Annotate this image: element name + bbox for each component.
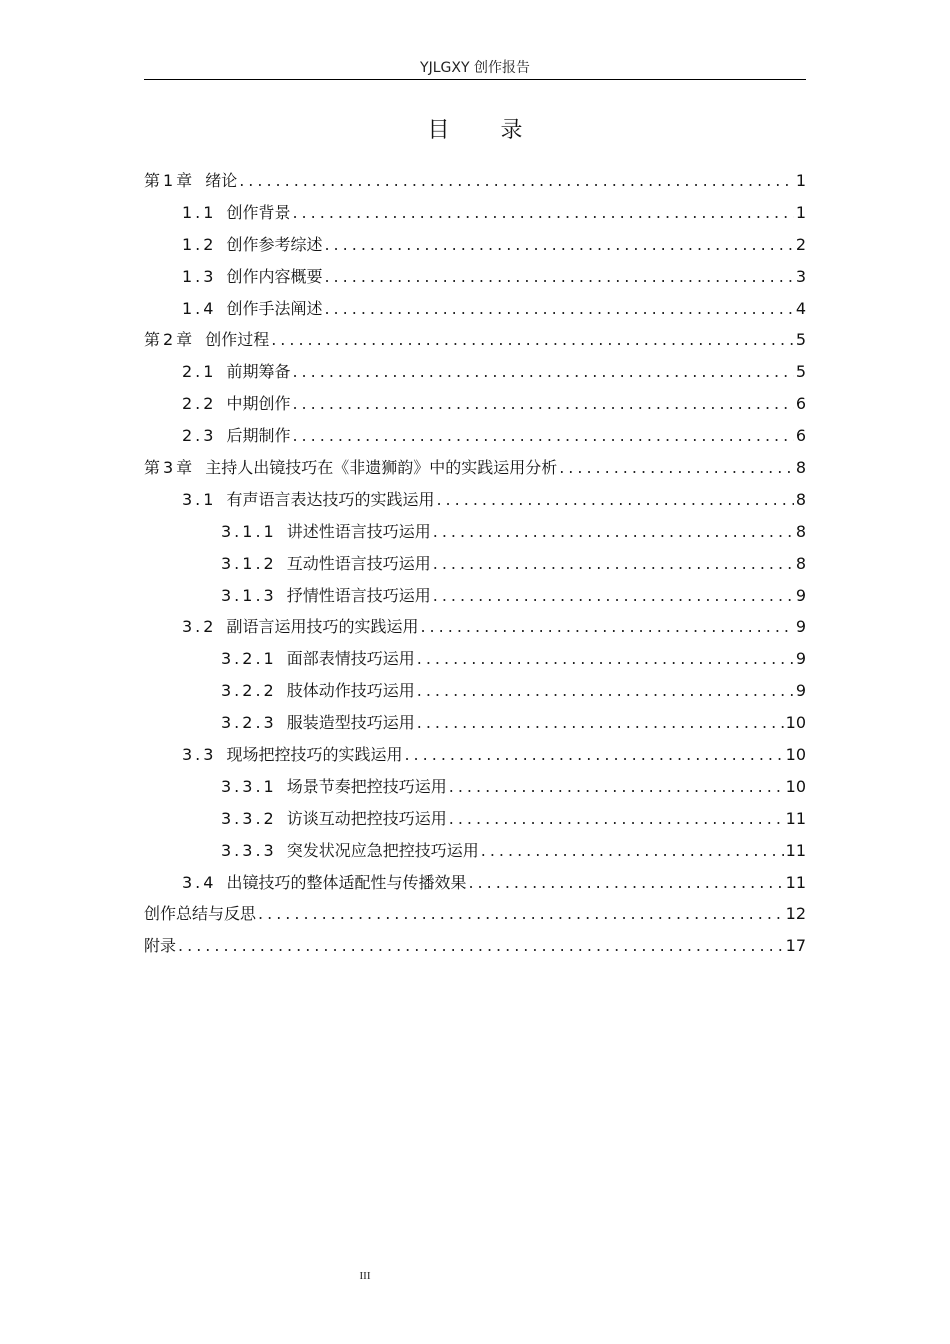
toc-dot-leader bbox=[322, 261, 793, 293]
toc-dot-leader bbox=[176, 930, 784, 962]
toc-entry-heading bbox=[182, 388, 290, 420]
toc-dot-leader bbox=[431, 548, 794, 580]
toc-entry-page-number: 17 bbox=[785, 936, 806, 956]
toc-entry-number: 1.2 bbox=[182, 234, 217, 254]
toc-entry-page-number: 10 bbox=[785, 745, 806, 765]
toc-entry[interactable] bbox=[144, 611, 806, 643]
toc-entry-heading bbox=[182, 611, 418, 643]
toc-entry-heading bbox=[182, 229, 322, 261]
toc-entry-heading bbox=[221, 548, 431, 580]
toc-entry[interactable] bbox=[144, 771, 806, 803]
toc-dot-leader bbox=[415, 643, 794, 675]
toc-entry[interactable] bbox=[144, 165, 806, 197]
toc-entry-page-number: 11 bbox=[785, 808, 806, 828]
toc-entry-page-number: 6 bbox=[795, 394, 806, 414]
toc-entry-label: 访谈互动把控技巧运用 bbox=[286, 808, 447, 828]
toc-entry[interactable] bbox=[144, 420, 806, 452]
toc-dot-leader bbox=[322, 293, 793, 325]
toc-entry-label: 后期制作 bbox=[226, 426, 291, 446]
toc-entry-number: 3.1.3 bbox=[221, 585, 277, 605]
toc-entry-page-number: 9 bbox=[795, 585, 806, 605]
toc-entry[interactable] bbox=[144, 484, 806, 516]
toc-entry-page-number: 2 bbox=[795, 234, 806, 254]
toc-entry-label: 服装造型技巧运用 bbox=[286, 713, 415, 733]
toc-entry-label: 出镜技巧的整体适配性与传播效果 bbox=[226, 872, 467, 892]
toc-entry-heading bbox=[182, 197, 290, 229]
toc-entry[interactable] bbox=[144, 388, 806, 420]
toc-entry-page-number: 8 bbox=[795, 489, 806, 509]
toc-entry-number: 2.1 bbox=[182, 362, 217, 382]
toc-entry-heading bbox=[221, 580, 431, 612]
toc-dot-leader bbox=[290, 356, 793, 388]
toc-entry[interactable] bbox=[144, 643, 806, 675]
toc-entry-page-number: 8 bbox=[795, 458, 806, 478]
toc-entry-heading bbox=[221, 643, 415, 675]
toc-entry-number: 3.2.2 bbox=[221, 681, 277, 701]
toc-entry-number: 3.1.1 bbox=[221, 521, 277, 541]
toc-entry-page-number: 8 bbox=[795, 553, 806, 573]
toc-entry[interactable] bbox=[144, 930, 806, 962]
toc-dot-leader bbox=[322, 229, 793, 261]
toc-dot-leader bbox=[415, 675, 794, 707]
toc-entry-heading bbox=[182, 484, 434, 516]
toc-dot-leader bbox=[479, 835, 784, 867]
toc-entry-heading bbox=[221, 675, 415, 707]
toc-entry-number: 第2章 bbox=[144, 330, 196, 350]
toc-entry-page-number: 1 bbox=[795, 171, 806, 190]
toc-entry-label: 互动性语言技巧运用 bbox=[286, 553, 431, 573]
toc-entry-page-number: 11 bbox=[785, 872, 806, 892]
toc-entry-label: 突发状况应急把控技巧运用 bbox=[286, 840, 479, 860]
toc-entry-label: 绪论 bbox=[205, 171, 238, 190]
toc-entry-number: 3.4 bbox=[182, 872, 217, 892]
toc-entry-heading bbox=[182, 261, 322, 293]
toc-entry[interactable] bbox=[144, 803, 806, 835]
toc-entry-label: 创作总结与反思 bbox=[144, 904, 257, 924]
toc-entry-label: 主持人出镜技巧在《非遗狮韵》中的实践运用分析 bbox=[205, 458, 558, 478]
header-rule bbox=[144, 79, 806, 80]
toc-entry-label: 有声语言表达技巧的实践运用 bbox=[226, 489, 435, 509]
toc-dot-leader bbox=[290, 420, 793, 452]
toc-entry-number: 1.3 bbox=[182, 266, 217, 286]
toc-title: 目 录 bbox=[427, 118, 545, 143]
toc-dot-leader bbox=[237, 165, 794, 197]
toc-entry-label: 中期创作 bbox=[226, 394, 291, 414]
toc-dot-leader bbox=[290, 197, 793, 229]
toc-dot-leader bbox=[431, 516, 794, 548]
toc-entry-number: 2.2 bbox=[182, 394, 217, 414]
toc-entry[interactable] bbox=[144, 898, 806, 930]
toc-entry[interactable] bbox=[144, 835, 806, 867]
toc-entry-number: 第1章 bbox=[144, 171, 196, 190]
toc-entry-page-number: 11 bbox=[785, 840, 806, 860]
toc-dot-leader bbox=[466, 867, 783, 899]
toc-entry-number: 3.1 bbox=[182, 489, 217, 509]
toc-entry-heading bbox=[182, 420, 290, 452]
toc-entry-page-number: 5 bbox=[795, 330, 806, 350]
toc-entry-number: 3.2 bbox=[182, 617, 217, 637]
toc-dot-leader bbox=[290, 388, 793, 420]
toc-entry-label: 创作过程 bbox=[205, 330, 270, 350]
toc-entry-number: 2.3 bbox=[182, 426, 217, 446]
toc-entry-number: 1.4 bbox=[182, 298, 217, 318]
table-of-contents bbox=[144, 165, 806, 962]
toc-entry-number: 3.3.2 bbox=[221, 808, 277, 828]
toc-entry[interactable] bbox=[144, 324, 806, 356]
toc-entry[interactable] bbox=[144, 516, 806, 548]
toc-entry-number: 1.1 bbox=[182, 202, 217, 222]
toc-entry-number: 3.3.3 bbox=[221, 840, 277, 860]
toc-entry-heading bbox=[221, 771, 447, 803]
toc-dot-leader bbox=[402, 739, 783, 771]
toc-entry-label: 肢体动作技巧运用 bbox=[286, 681, 415, 701]
toc-entry-label: 附录 bbox=[144, 936, 177, 956]
toc-entry-number: 3.3.1 bbox=[221, 776, 277, 796]
toc-entry-label: 抒情性语言技巧运用 bbox=[286, 585, 431, 605]
toc-entry-heading bbox=[221, 707, 415, 739]
toc-dot-leader bbox=[269, 324, 794, 356]
toc-entry-page-number: 12 bbox=[785, 904, 806, 924]
page-header-title: YJLGXY 创作报告 bbox=[420, 60, 530, 76]
toc-entry[interactable] bbox=[144, 452, 806, 484]
toc-entry[interactable] bbox=[144, 197, 806, 229]
toc-entry-heading bbox=[182, 293, 322, 325]
toc-dot-leader bbox=[431, 580, 794, 612]
toc-entry-label: 面部表情技巧运用 bbox=[286, 649, 415, 669]
toc-entry-heading bbox=[144, 930, 176, 962]
toc-entry-label: 讲述性语言技巧运用 bbox=[286, 521, 431, 541]
toc-dot-leader bbox=[447, 771, 784, 803]
toc-entry-page-number: 4 bbox=[795, 298, 806, 318]
toc-entry-heading bbox=[182, 867, 466, 899]
toc-entry-page-number: 6 bbox=[795, 426, 806, 446]
toc-entry-label: 副语言运用技巧的实践运用 bbox=[226, 617, 419, 637]
toc-entry-heading bbox=[144, 324, 269, 356]
toc-entry[interactable] bbox=[144, 707, 806, 739]
toc-entry-page-number: 3 bbox=[795, 266, 806, 286]
toc-entry-page-number: 10 bbox=[785, 713, 806, 733]
toc-dot-leader bbox=[434, 484, 793, 516]
toc-entry-heading bbox=[221, 516, 431, 548]
toc-entry-number: 3.2.1 bbox=[221, 649, 277, 669]
toc-entry-page-number: 5 bbox=[795, 362, 806, 382]
toc-entry-heading bbox=[221, 835, 479, 867]
toc-entry[interactable] bbox=[144, 675, 806, 707]
toc-dot-leader bbox=[256, 898, 784, 930]
toc-entry[interactable] bbox=[144, 867, 806, 899]
page-number: III bbox=[359, 1270, 371, 1282]
toc-entry[interactable] bbox=[144, 739, 806, 771]
toc-entry-heading bbox=[182, 356, 290, 388]
toc-entry-number: 3.3 bbox=[182, 745, 217, 765]
toc-entry-heading bbox=[144, 898, 256, 930]
toc-entry-label: 创作手法阐述 bbox=[226, 298, 323, 318]
toc-entry-page-number: 9 bbox=[795, 681, 806, 701]
toc-entry[interactable] bbox=[144, 261, 806, 293]
toc-dot-leader bbox=[418, 611, 793, 643]
toc-entry-label: 创作参考综述 bbox=[226, 234, 323, 254]
toc-entry[interactable] bbox=[144, 293, 806, 325]
toc-entry-number: 3.1.2 bbox=[221, 553, 277, 573]
toc-entry-page-number: 8 bbox=[795, 521, 806, 541]
toc-entry-heading bbox=[221, 803, 447, 835]
toc-entry-page-number: 9 bbox=[795, 649, 806, 669]
toc-entry-label: 前期筹备 bbox=[226, 362, 291, 382]
toc-entry[interactable] bbox=[144, 580, 806, 612]
toc-entry-heading bbox=[182, 739, 402, 771]
toc-dot-leader bbox=[447, 803, 784, 835]
toc-entry[interactable] bbox=[144, 356, 806, 388]
toc-dot-leader bbox=[557, 452, 794, 484]
toc-entry-page-number: 1 bbox=[795, 202, 806, 222]
toc-dot-leader bbox=[415, 707, 784, 739]
toc-entry-number: 3.2.3 bbox=[221, 713, 277, 733]
toc-entry-page-number: 9 bbox=[795, 617, 806, 637]
toc-entry-label: 创作背景 bbox=[226, 202, 291, 222]
toc-entry[interactable] bbox=[144, 548, 806, 580]
toc-entry-label: 创作内容概要 bbox=[226, 266, 323, 286]
toc-entry-number: 第3章 bbox=[144, 458, 196, 478]
toc-entry-label: 场景节奏把控技巧运用 bbox=[286, 776, 447, 796]
toc-entry-page-number: 10 bbox=[785, 776, 806, 796]
toc-entry-heading bbox=[144, 165, 237, 197]
toc-entry-label: 现场把控技巧的实践运用 bbox=[226, 745, 403, 765]
toc-entry-heading bbox=[144, 452, 557, 484]
toc-entry[interactable] bbox=[144, 229, 806, 261]
